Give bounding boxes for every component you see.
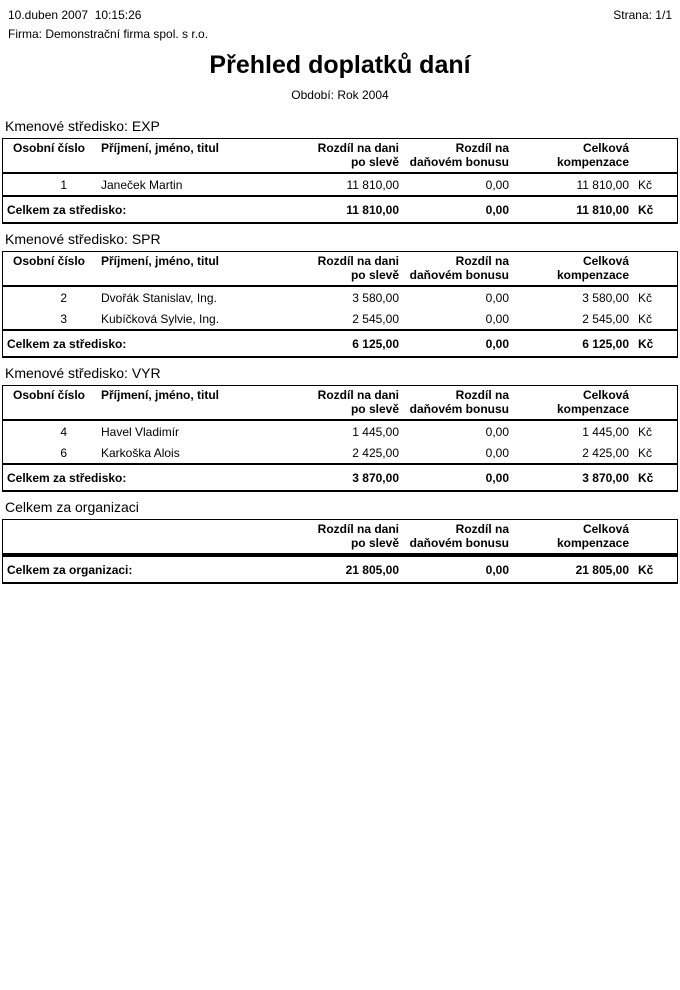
- cell-employee-name: Dvořák Stanislav, Ing.: [101, 290, 217, 305]
- cell-employee-name: Janeček Martin: [101, 177, 183, 192]
- report-period: Období: Rok 2004: [291, 88, 389, 102]
- table-body: [3, 287, 677, 329]
- cell-personal-number: 1: [60, 177, 67, 192]
- col-header-tax-bonus: Rozdíl na daňovém bonusu: [409, 141, 509, 169]
- cell-tax-bonus: 0,00: [485, 290, 509, 305]
- cell-employee-name: Karkoška Alois: [101, 445, 180, 460]
- cell-compensation: 1 445,00: [582, 424, 629, 439]
- total-compensation: 21 805,00: [575, 562, 629, 577]
- cell-compensation: 2 545,00: [582, 311, 629, 326]
- col-header-employee-name: Příjmení, jméno, titul: [101, 141, 220, 155]
- col-header-currency: [631, 522, 677, 550]
- col-header-personal-number: Osobní číslo: [13, 388, 86, 402]
- cell-currency: Kč: [638, 177, 653, 192]
- col-header-tax-bonus: Rozdíl na daňovém bonusu: [409, 388, 509, 416]
- total-tax-bonus: 0,00: [485, 562, 509, 577]
- col-header-currency: [631, 388, 677, 416]
- organization-table: [2, 519, 678, 584]
- section-spr: [0, 231, 680, 358]
- table-body: [3, 421, 677, 463]
- col-header-tax-bonus: Rozdíl na daňovém bonusu: [409, 522, 509, 550]
- cell-tax-after-discount: 1 445,00: [352, 424, 399, 439]
- total-compensation: 11 810,00: [576, 202, 629, 217]
- cell-employee-name: Kubíčková Sylvie, Ing.: [101, 311, 220, 326]
- report-meta: [0, 8, 680, 41]
- report-title: Přehled doplatků daní: [209, 51, 471, 79]
- section-heading: Celkem za organizaci: [5, 499, 139, 515]
- cell-personal-number: 3: [60, 311, 67, 326]
- section-heading: Kmenové středisko: SPR: [5, 231, 161, 247]
- cell-currency: Kč: [638, 424, 653, 439]
- col-header-tax-bonus: Rozdíl na daňovém bonusu: [409, 254, 509, 282]
- total-currency: Kč: [638, 202, 654, 217]
- cell-tax-bonus: 0,00: [485, 445, 509, 460]
- section-organization: [0, 499, 680, 584]
- section-heading: Kmenové středisko: EXP: [5, 118, 160, 134]
- table-row: [3, 308, 677, 329]
- meta-top-row: [8, 8, 672, 22]
- report-datetime: 10.duben 2007 10:15:26: [8, 8, 142, 22]
- cell-tax-after-discount: 2 545,00: [352, 311, 399, 326]
- cell-tax-after-discount: 2 425,00: [352, 445, 399, 460]
- col-header-tax-after-discount: Rozdíl na dani po slevě: [317, 254, 399, 282]
- cell-tax-after-discount: 11 810,00: [346, 177, 399, 192]
- total-tax-after-discount: 3 870,00: [352, 470, 399, 485]
- cell-currency: Kč: [638, 290, 653, 305]
- total-label: Celkem za organizaci:: [7, 562, 133, 577]
- col-header-empty-personal-number: [3, 522, 91, 550]
- col-header-compensation: Celková kompenzace: [556, 141, 629, 169]
- table-header-row: [3, 520, 677, 555]
- cell-compensation: 2 425,00: [582, 445, 629, 460]
- col-header-compensation: Celková kompenzace: [556, 522, 629, 550]
- col-header-empty-employee-name: [91, 522, 291, 550]
- total-label: Celkem za středisko:: [7, 336, 127, 351]
- cell-tax-bonus: 0,00: [485, 424, 509, 439]
- table-row: [3, 421, 677, 442]
- total-tax-after-discount: 21 805,00: [345, 562, 399, 577]
- table-header-row: [3, 139, 677, 174]
- table-row: [3, 174, 677, 195]
- section-table: [2, 251, 678, 358]
- total-currency: Kč: [638, 562, 654, 577]
- cell-personal-number: 2: [60, 290, 67, 305]
- cell-currency: Kč: [638, 445, 653, 460]
- section-table: [2, 385, 678, 492]
- section-heading: Kmenové středisko: VYR: [5, 365, 161, 381]
- cell-tax-after-discount: 3 580,00: [352, 290, 399, 305]
- page-number: Strana: 1/1: [613, 8, 672, 22]
- col-header-compensation: Celková kompenzace: [556, 388, 629, 416]
- table-header-row: [3, 386, 677, 421]
- table-total-row: [3, 195, 677, 222]
- total-tax-bonus: 0,00: [485, 202, 509, 217]
- company-line: Firma: Demonstrační firma spol. s r.o.: [8, 27, 209, 41]
- table-row: [3, 287, 677, 308]
- col-header-personal-number: Osobní číslo: [13, 141, 86, 155]
- col-header-personal-number: Osobní číslo: [13, 254, 86, 268]
- cell-compensation: 11 810,00: [576, 177, 629, 192]
- total-tax-bonus: 0,00: [485, 336, 509, 351]
- section-table: [2, 138, 678, 224]
- cell-personal-number: 6: [60, 445, 67, 460]
- cell-tax-bonus: 0,00: [485, 177, 509, 192]
- col-header-tax-after-discount: Rozdíl na dani po slevě: [317, 522, 399, 550]
- col-header-tax-after-discount: Rozdíl na dani po slevě: [317, 141, 399, 169]
- cell-compensation: 3 580,00: [582, 290, 629, 305]
- total-tax-after-discount: 11 810,00: [346, 202, 399, 217]
- total-label: Celkem za středisko:: [7, 202, 127, 217]
- table-header-row: [3, 252, 677, 287]
- col-header-currency: [631, 141, 677, 169]
- total-tax-after-discount: 6 125,00: [352, 336, 399, 351]
- table-total-row: [3, 463, 677, 490]
- section-vyr: [0, 365, 680, 492]
- cell-tax-bonus: 0,00: [485, 311, 509, 326]
- col-header-currency: [631, 254, 677, 282]
- section-exp: [0, 118, 680, 224]
- cell-currency: Kč: [638, 311, 653, 326]
- table-row: [3, 442, 677, 463]
- total-label: Celkem za středisko:: [7, 470, 127, 485]
- col-header-employee-name: Příjmení, jméno, titul: [101, 254, 220, 268]
- col-header-tax-after-discount: Rozdíl na dani po slevě: [317, 388, 399, 416]
- table-total-row: [3, 555, 677, 582]
- total-tax-bonus: 0,00: [485, 470, 509, 485]
- col-header-compensation: Celková kompenzace: [556, 254, 629, 282]
- table-total-row: [3, 329, 677, 356]
- cell-employee-name: Havel Vladimír: [101, 424, 180, 439]
- total-compensation: 6 125,00: [582, 336, 629, 351]
- col-header-employee-name: Příjmení, jméno, titul: [101, 388, 220, 402]
- total-currency: Kč: [638, 336, 654, 351]
- cell-personal-number: 4: [60, 424, 67, 439]
- table-body: [3, 174, 677, 195]
- total-compensation: 3 870,00: [582, 470, 629, 485]
- total-currency: Kč: [638, 470, 654, 485]
